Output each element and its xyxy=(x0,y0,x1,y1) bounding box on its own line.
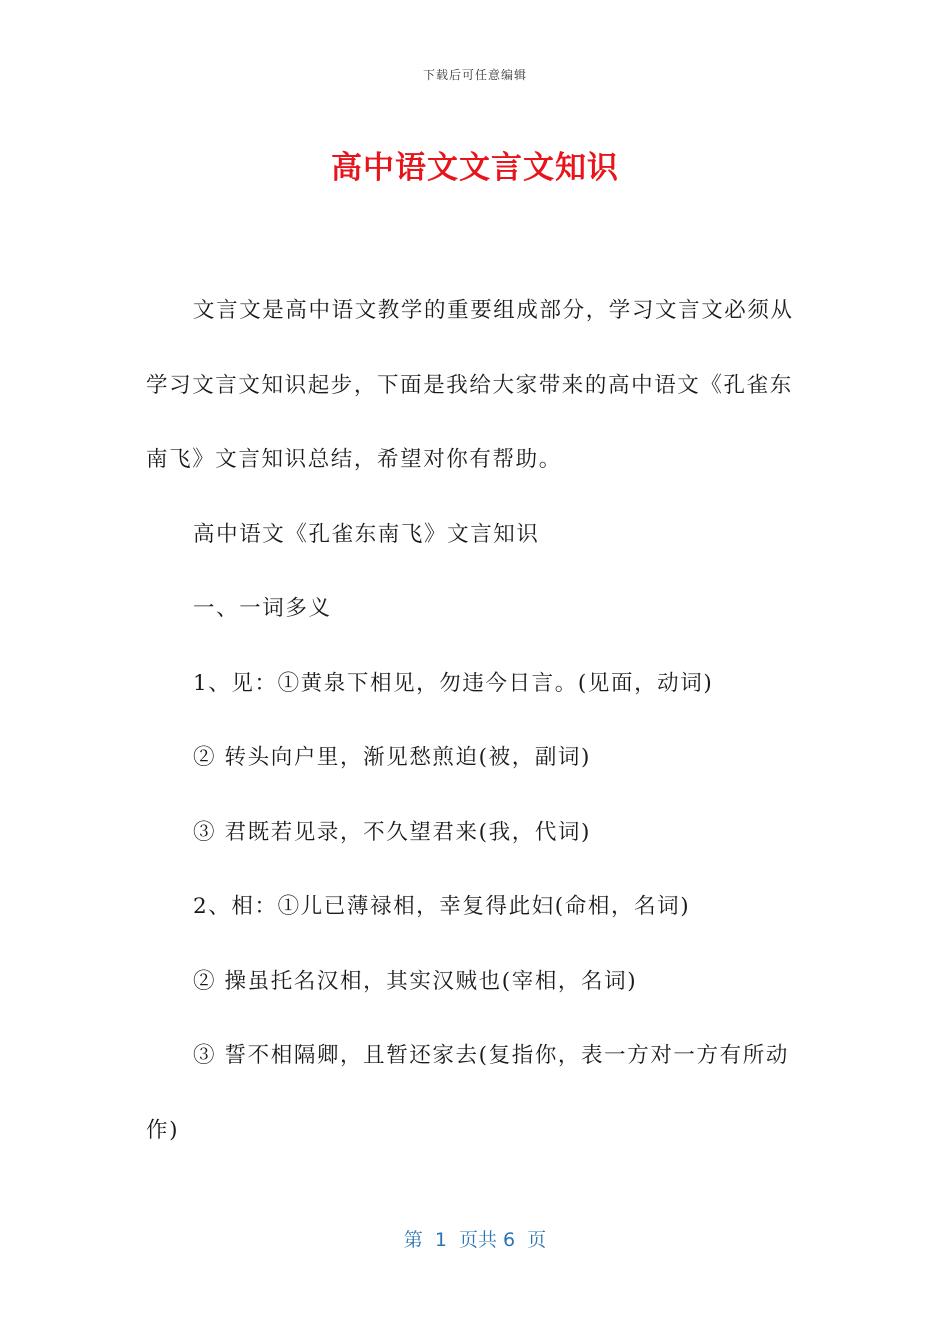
page-header-note: 下载后可任意编辑 xyxy=(422,68,527,82)
list-item: 1、见：①黄泉下相见，勿违今日言。(见面，动词) xyxy=(193,670,714,696)
list-item: 2、相：①儿已薄禄相，幸复得此妇(命相，名词) xyxy=(193,894,691,919)
list-item: ③ 誓不相隔卿，且暂还家去(复指你，表一方对一方有所动作) xyxy=(146,1043,789,1143)
list-item: ② 转头向户里，渐见愁煎迫(被，副词) xyxy=(193,745,592,770)
section-heading: 一、一词多义 xyxy=(193,596,332,621)
section-subtitle: 高中语文《孔雀东南飞》文言知识 xyxy=(193,521,540,547)
list-item: ② 操虽托名汉相，其实汉贼也(宰相，名词) xyxy=(193,968,638,994)
document-title: 高中语文文言文知识 xyxy=(331,150,619,186)
intro-paragraph: 文言文是高中语文教学的重要组成部分，学习文言文必须从学习文言文知识起步，下面是我给大家带来的高中语文《孔雀东南飞》文言知识总结，希望对你有帮助。 xyxy=(146,298,794,472)
page-number-footer: 第 1 页共 6 页 xyxy=(403,1229,547,1251)
document-body xyxy=(146,274,806,1168)
list-item: ③ 君既若见录，不久望君来(我，代词) xyxy=(193,819,592,845)
